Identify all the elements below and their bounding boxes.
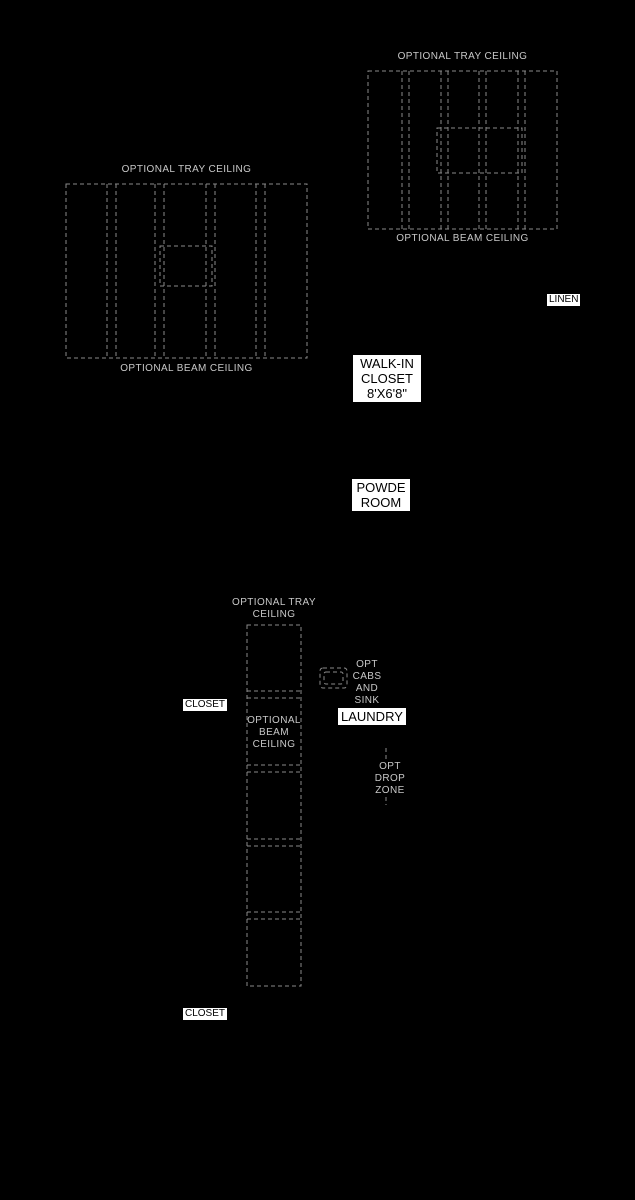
walk-in-closet-name: WALK-IN CLOSET bbox=[360, 356, 414, 386]
left-ceiling-outline bbox=[66, 184, 307, 358]
closet-label-upper: CLOSET bbox=[185, 699, 226, 710]
closet-label-lower: CLOSET bbox=[185, 1008, 226, 1019]
beam-ceiling-note-upper-right: OPTIONAL BEAM CEILING bbox=[396, 233, 529, 244]
walk-in-closet-size: 8'X6'8" bbox=[367, 386, 407, 401]
beam-ceiling-note-left: OPTIONAL BEAM CEILING bbox=[120, 363, 253, 374]
powder-room-label: POWDE ROOM bbox=[352, 479, 410, 511]
tray-ceiling-note-left: OPTIONAL TRAY CEILING bbox=[121, 164, 252, 175]
opt-drop-zone-note: OPT DROP ZONE bbox=[366, 761, 414, 797]
laundry-sink-outline bbox=[320, 668, 347, 688]
upper-right-ceiling-outline bbox=[368, 71, 557, 229]
laundry-label: LAUNDRY bbox=[338, 708, 406, 725]
lower-ceiling-outline bbox=[247, 625, 301, 986]
linen-label: LINEN bbox=[549, 294, 579, 305]
opt-cabs-sink-note: OPT CABS AND SINK bbox=[352, 659, 382, 706]
walk-in-closet-label bbox=[353, 355, 421, 402]
tray-ceiling-note-upper-right: OPTIONAL TRAY CEILING bbox=[397, 51, 528, 62]
beam-ceiling-note-lower: OPTIONAL BEAM CEILING bbox=[247, 715, 301, 750]
tray-ceiling-note-lower: OPTIONAL TRAY CEILING bbox=[232, 597, 316, 620]
